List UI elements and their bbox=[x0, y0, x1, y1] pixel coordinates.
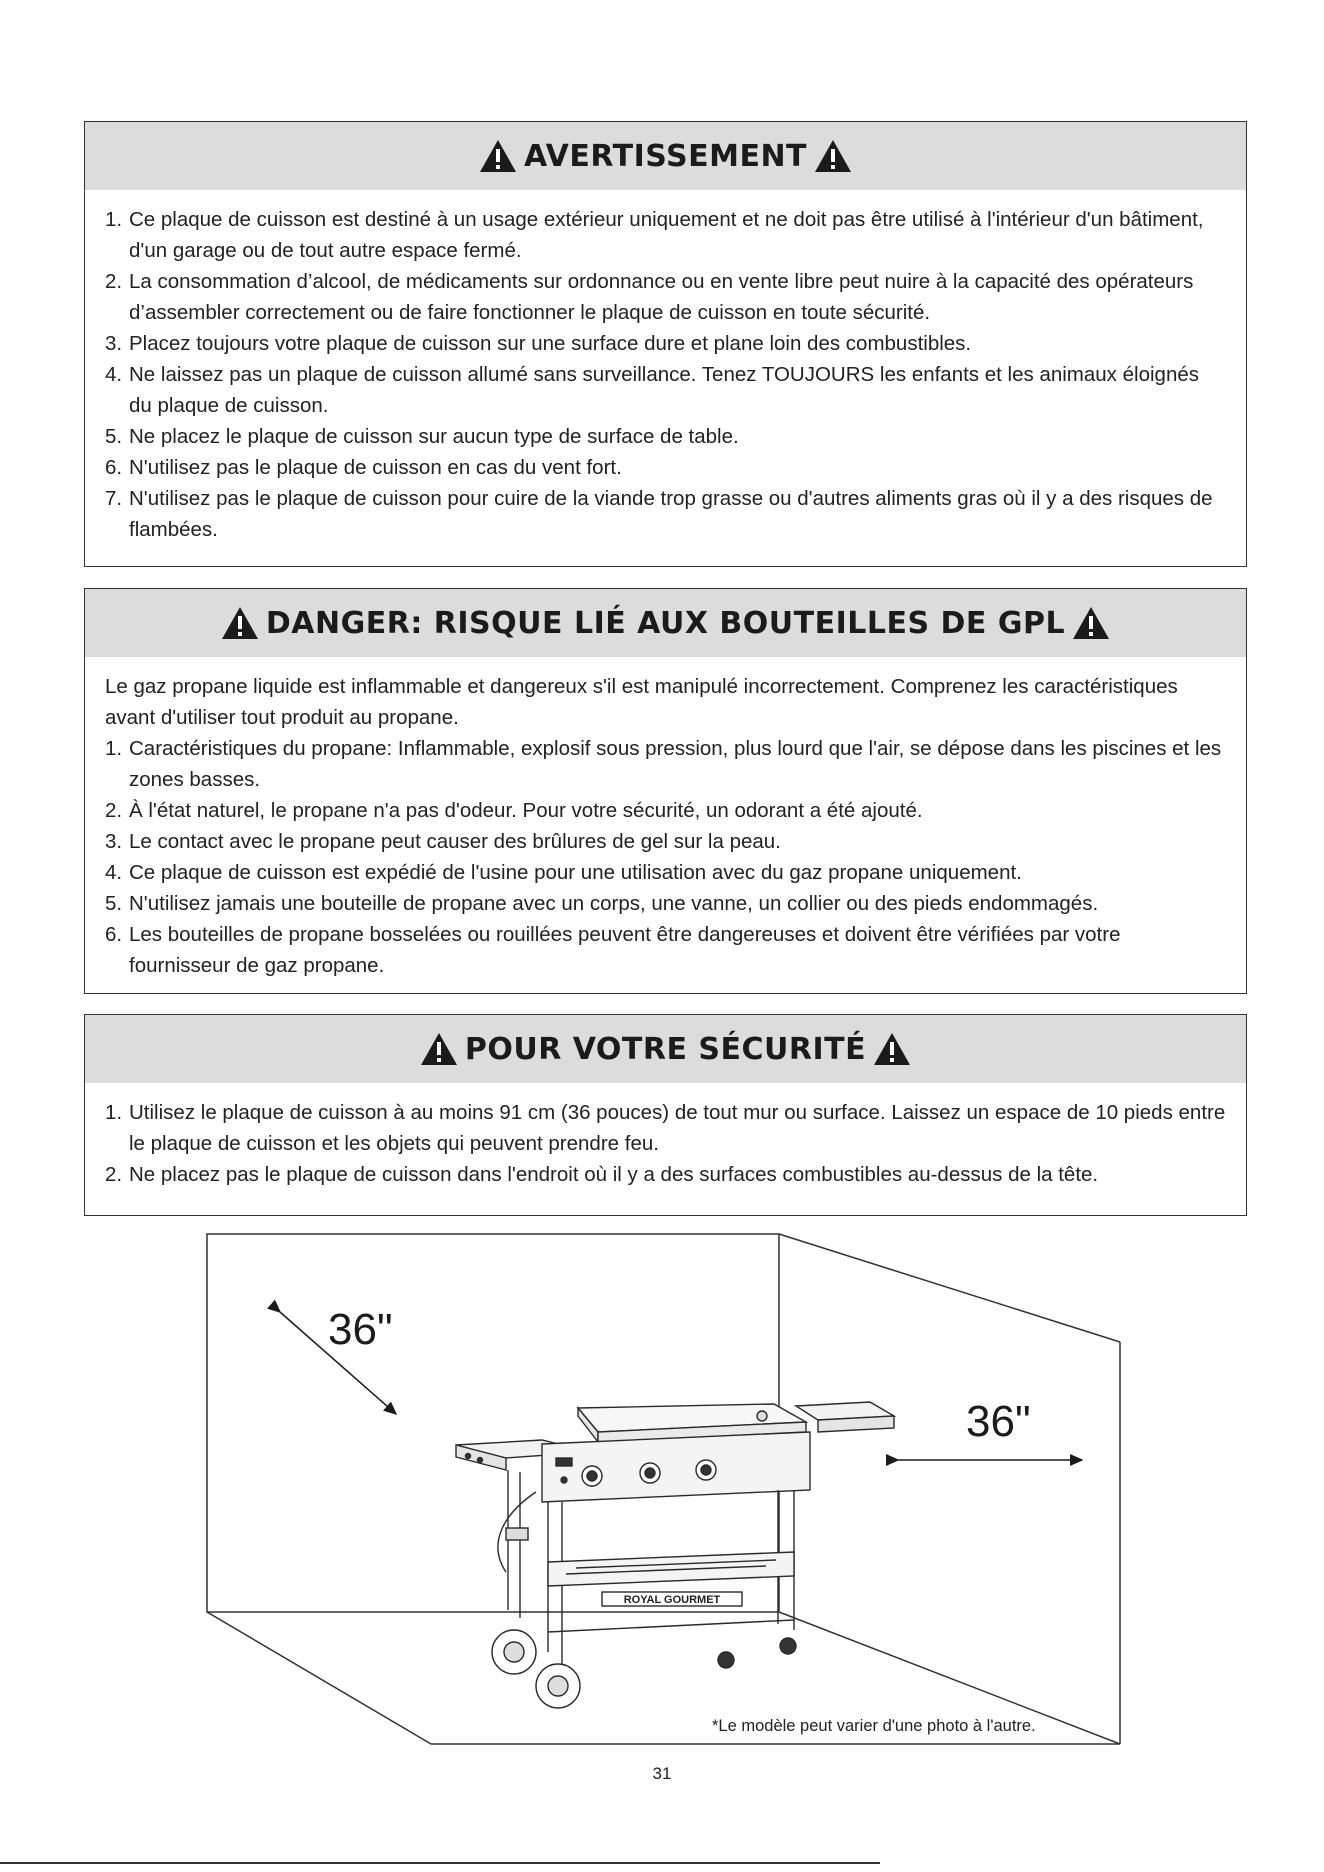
list-item: 1. Caractéristiques du propane: Inflammable, explosif sous pression, plus lourd que l'air, se dépose dans les piscines et les zones basses. bbox=[105, 737, 1222, 791]
warning-list bbox=[105, 204, 1226, 545]
safety-header bbox=[85, 1015, 1246, 1083]
safety-list bbox=[105, 1097, 1226, 1190]
warning-triangle-icon bbox=[478, 138, 518, 174]
danger-header bbox=[85, 589, 1246, 657]
list-item: 5. N'utilisez jamais une bouteille de propane avec un corps, une vanne, un collier ou des pieds endommagés. bbox=[105, 892, 1099, 915]
list-item: 6. N'utilisez pas le plaque de cuisson en cas du vent fort. bbox=[105, 456, 622, 479]
griddle-illustration bbox=[456, 1402, 894, 1708]
list-item: 6. Les bouteilles de propane bosselées ou rouillées peuvent être dangereuses et doivent être vérifiées par votre fournisseur de gaz propane. bbox=[105, 923, 1121, 977]
list-item: 1. Ce plaque de cuisson est destiné à un usage extérieur uniquement et ne doit pas être utilisé à l'intérieur d'un bâtiment, d'un garage ou de tout autre espace fermé. bbox=[105, 208, 1204, 262]
brand-label: ROYAL GOURMET bbox=[623, 1594, 721, 1606]
danger-intro: Le gaz propane liquide est inflammable et dangereux s'il est manipulé incorrectement. Comprenez les caractéristiques avant d'utiliser tout produit au propane. bbox=[105, 675, 1178, 729]
warning-triangle-icon bbox=[813, 138, 853, 174]
warning-triangle-icon bbox=[220, 605, 260, 641]
list-item: 1. Utilisez le plaque de cuisson à au moins 91 cm (36 pouces) de tout mur ou surface. Laissez un espace de 10 pieds entre le plaque de cuisson et les objets qui peuvent prendre feu. bbox=[105, 1101, 1226, 1155]
list-item: 2. Ne placez pas le plaque de cuisson dans l'endroit où il y a des surfaces combustibles au-dessus de la tête. bbox=[105, 1163, 1099, 1186]
warning-header bbox=[85, 122, 1246, 190]
list-item: 7. N'utilisez pas le plaque de cuisson pour cuire de la viande trop grasse ou d'autres aliments gras où il y a des risques de flambées. bbox=[105, 487, 1213, 541]
list-item: 4. Ce plaque de cuisson est expédié de l'usine pour une utilisation avec du gaz propane uniquement. bbox=[105, 861, 1022, 884]
warning-triangle-icon bbox=[872, 1031, 912, 1067]
list-item: 3. Le contact avec le propane peut causer des brûlures de gel sur la peau. bbox=[105, 830, 781, 853]
clearance-label-right: 36" bbox=[966, 1397, 1031, 1446]
clearance-label-left: 36" bbox=[328, 1305, 393, 1354]
safety-title: POUR VOTRE SÉCURITÉ bbox=[464, 1031, 867, 1067]
page-number: 31 bbox=[652, 1764, 672, 1783]
safety-box bbox=[84, 1014, 1247, 1216]
warning-triangle-icon bbox=[419, 1031, 459, 1067]
warning-title: AVERTISSEMENT bbox=[523, 138, 808, 174]
list-item: 3. Placez toujours votre plaque de cuisson sur une surface dure et plane loin des combustibles. bbox=[105, 332, 972, 355]
warning-triangle-icon bbox=[1071, 605, 1111, 641]
warning-box bbox=[84, 121, 1247, 567]
list-item: 4. Ne laissez pas un plaque de cuisson allumé sans surveillance. Tenez TOUJOURS les enfants et les animaux éloignés du plaque de cuisson. bbox=[105, 363, 1199, 417]
list-item: 2. À l'état naturel, le propane n'a pas d'odeur. Pour votre sécurité, un odorant a été ajouté. bbox=[105, 799, 923, 822]
divider bbox=[0, 1862, 880, 1864]
list-item: 2. La consommation d’alcool, de médicaments sur ordonnance ou en vente libre peut nuire à la capacité des opérateurs d’assembler correctement ou de faire fonctionner le plaque de cuisson en toute sécurité. bbox=[105, 270, 1194, 324]
danger-list bbox=[105, 733, 1226, 981]
danger-title: DANGER: RISQUE LIÉ AUX BOUTEILLES DE GPL bbox=[265, 605, 1066, 641]
danger-box bbox=[84, 588, 1247, 994]
figure-caption: *Le modèle peut varier d'une photo à l'autre. bbox=[712, 1717, 1036, 1735]
list-item: 5. Ne placez le plaque de cuisson sur aucun type de surface de table. bbox=[105, 425, 739, 448]
